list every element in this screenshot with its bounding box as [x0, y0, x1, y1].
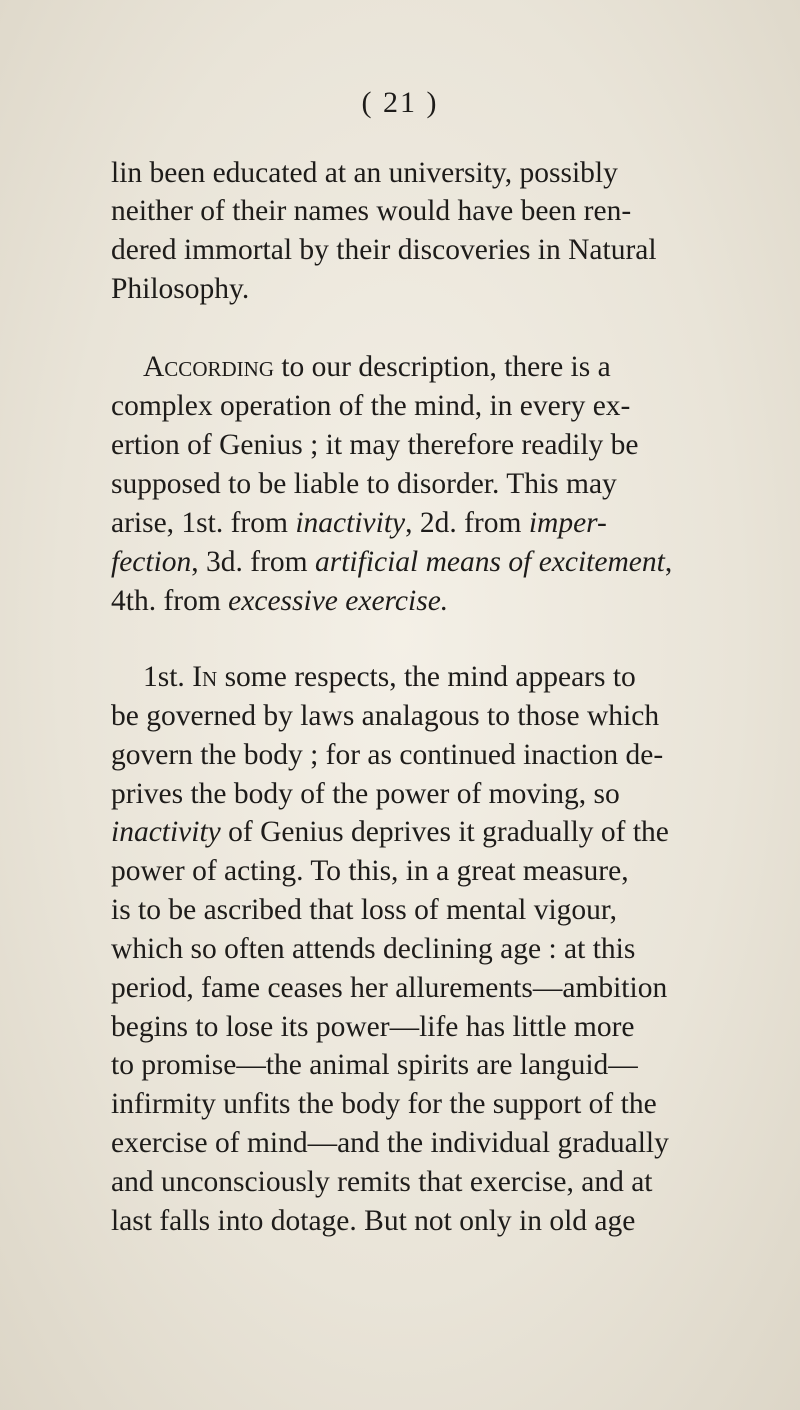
text-segment: inactivity — [295, 507, 406, 539]
text-segment: and unconsciously remits that exercise, and at — [111, 1166, 653, 1198]
text-line — [143, 349, 800, 386]
text-segment: is to be ascribed that loss of mental vigour, — [111, 894, 617, 926]
text-line — [111, 583, 791, 620]
text-segment: dered immortal by their discoveries in Natural — [111, 234, 657, 266]
text-segment: exercise of mind—and the individual gradually — [111, 1127, 669, 1159]
text-segment: , 2d. from — [405, 507, 529, 539]
text-segment: arise, 1st. from — [111, 507, 296, 539]
text-segment: neither of their names would have been ren- — [111, 195, 632, 227]
text-line — [111, 1009, 791, 1046]
text-segment: to our description, there is a — [273, 351, 611, 383]
text-segment: Philosophy. — [111, 273, 250, 305]
page-number: ( 21 ) — [361, 86, 439, 119]
text-line — [111, 155, 791, 192]
text-segment: , 3d. from — [191, 546, 315, 578]
text-line — [111, 1125, 791, 1162]
text-segment: which so often attends declining age : at this — [111, 933, 636, 965]
text-line — [111, 388, 791, 425]
text-segment: be governed by laws analagous to those which — [111, 700, 660, 732]
text-line — [111, 853, 791, 890]
text-line — [111, 1047, 791, 1084]
text-segment: In — [192, 661, 218, 693]
text-segment: 4th. from — [111, 585, 229, 617]
text-segment: artificial means of excitement — [315, 546, 665, 578]
text-segment: lin been educated at an university, possibly — [111, 157, 618, 189]
text-line — [111, 892, 791, 929]
text-segment: According — [143, 351, 274, 383]
text-segment: 1st. — [143, 661, 193, 693]
text-segment: , — [664, 546, 673, 578]
text-segment: govern the body ; for as continued inaction de- — [111, 739, 664, 771]
text-line — [111, 970, 791, 1007]
text-line — [111, 427, 791, 464]
text-line — [111, 271, 791, 308]
text-line — [111, 698, 791, 735]
text-line — [111, 776, 791, 813]
text-segment: infirmity unfits the body for the support of the — [111, 1088, 657, 1120]
text-segment: imper- — [528, 507, 607, 539]
text-line — [111, 544, 791, 581]
text-line — [111, 466, 791, 503]
text-segment: period, fame ceases her allurements—ambition — [111, 972, 668, 1004]
text-segment: last falls into dotage. But not only in old age — [111, 1205, 636, 1237]
text-segment: some respects, the mind appears to — [217, 661, 636, 693]
text-segment: begins to lose its power—life has little more — [111, 1011, 635, 1043]
text-segment: of Genius deprives it gradually of the — [220, 816, 669, 848]
text-line — [111, 505, 791, 542]
text-line — [111, 232, 791, 269]
text-segment: excessive exercise. — [228, 585, 449, 617]
text-segment: to promise—the animal spirits are languid— — [111, 1049, 638, 1081]
text-line — [111, 1086, 791, 1123]
text-line — [111, 931, 791, 968]
text-segment: prives the body of the power of moving, so — [111, 778, 620, 810]
text-line — [111, 1164, 791, 1201]
text-segment: power of acting. To this, in a great measure, — [111, 855, 629, 887]
text-segment: supposed to be liable to disorder. This may — [111, 468, 617, 500]
text-segment: fection — [111, 546, 192, 578]
text-segment: inactivity — [111, 816, 221, 848]
text-line — [111, 737, 791, 774]
text-line — [143, 659, 800, 696]
text-line — [111, 814, 791, 851]
text-line — [111, 193, 791, 230]
text-segment: ertion of Genius ; it may therefore readily be — [111, 429, 639, 461]
text-segment: complex operation of the mind, in every ex- — [111, 390, 631, 422]
text-line — [111, 1203, 791, 1240]
